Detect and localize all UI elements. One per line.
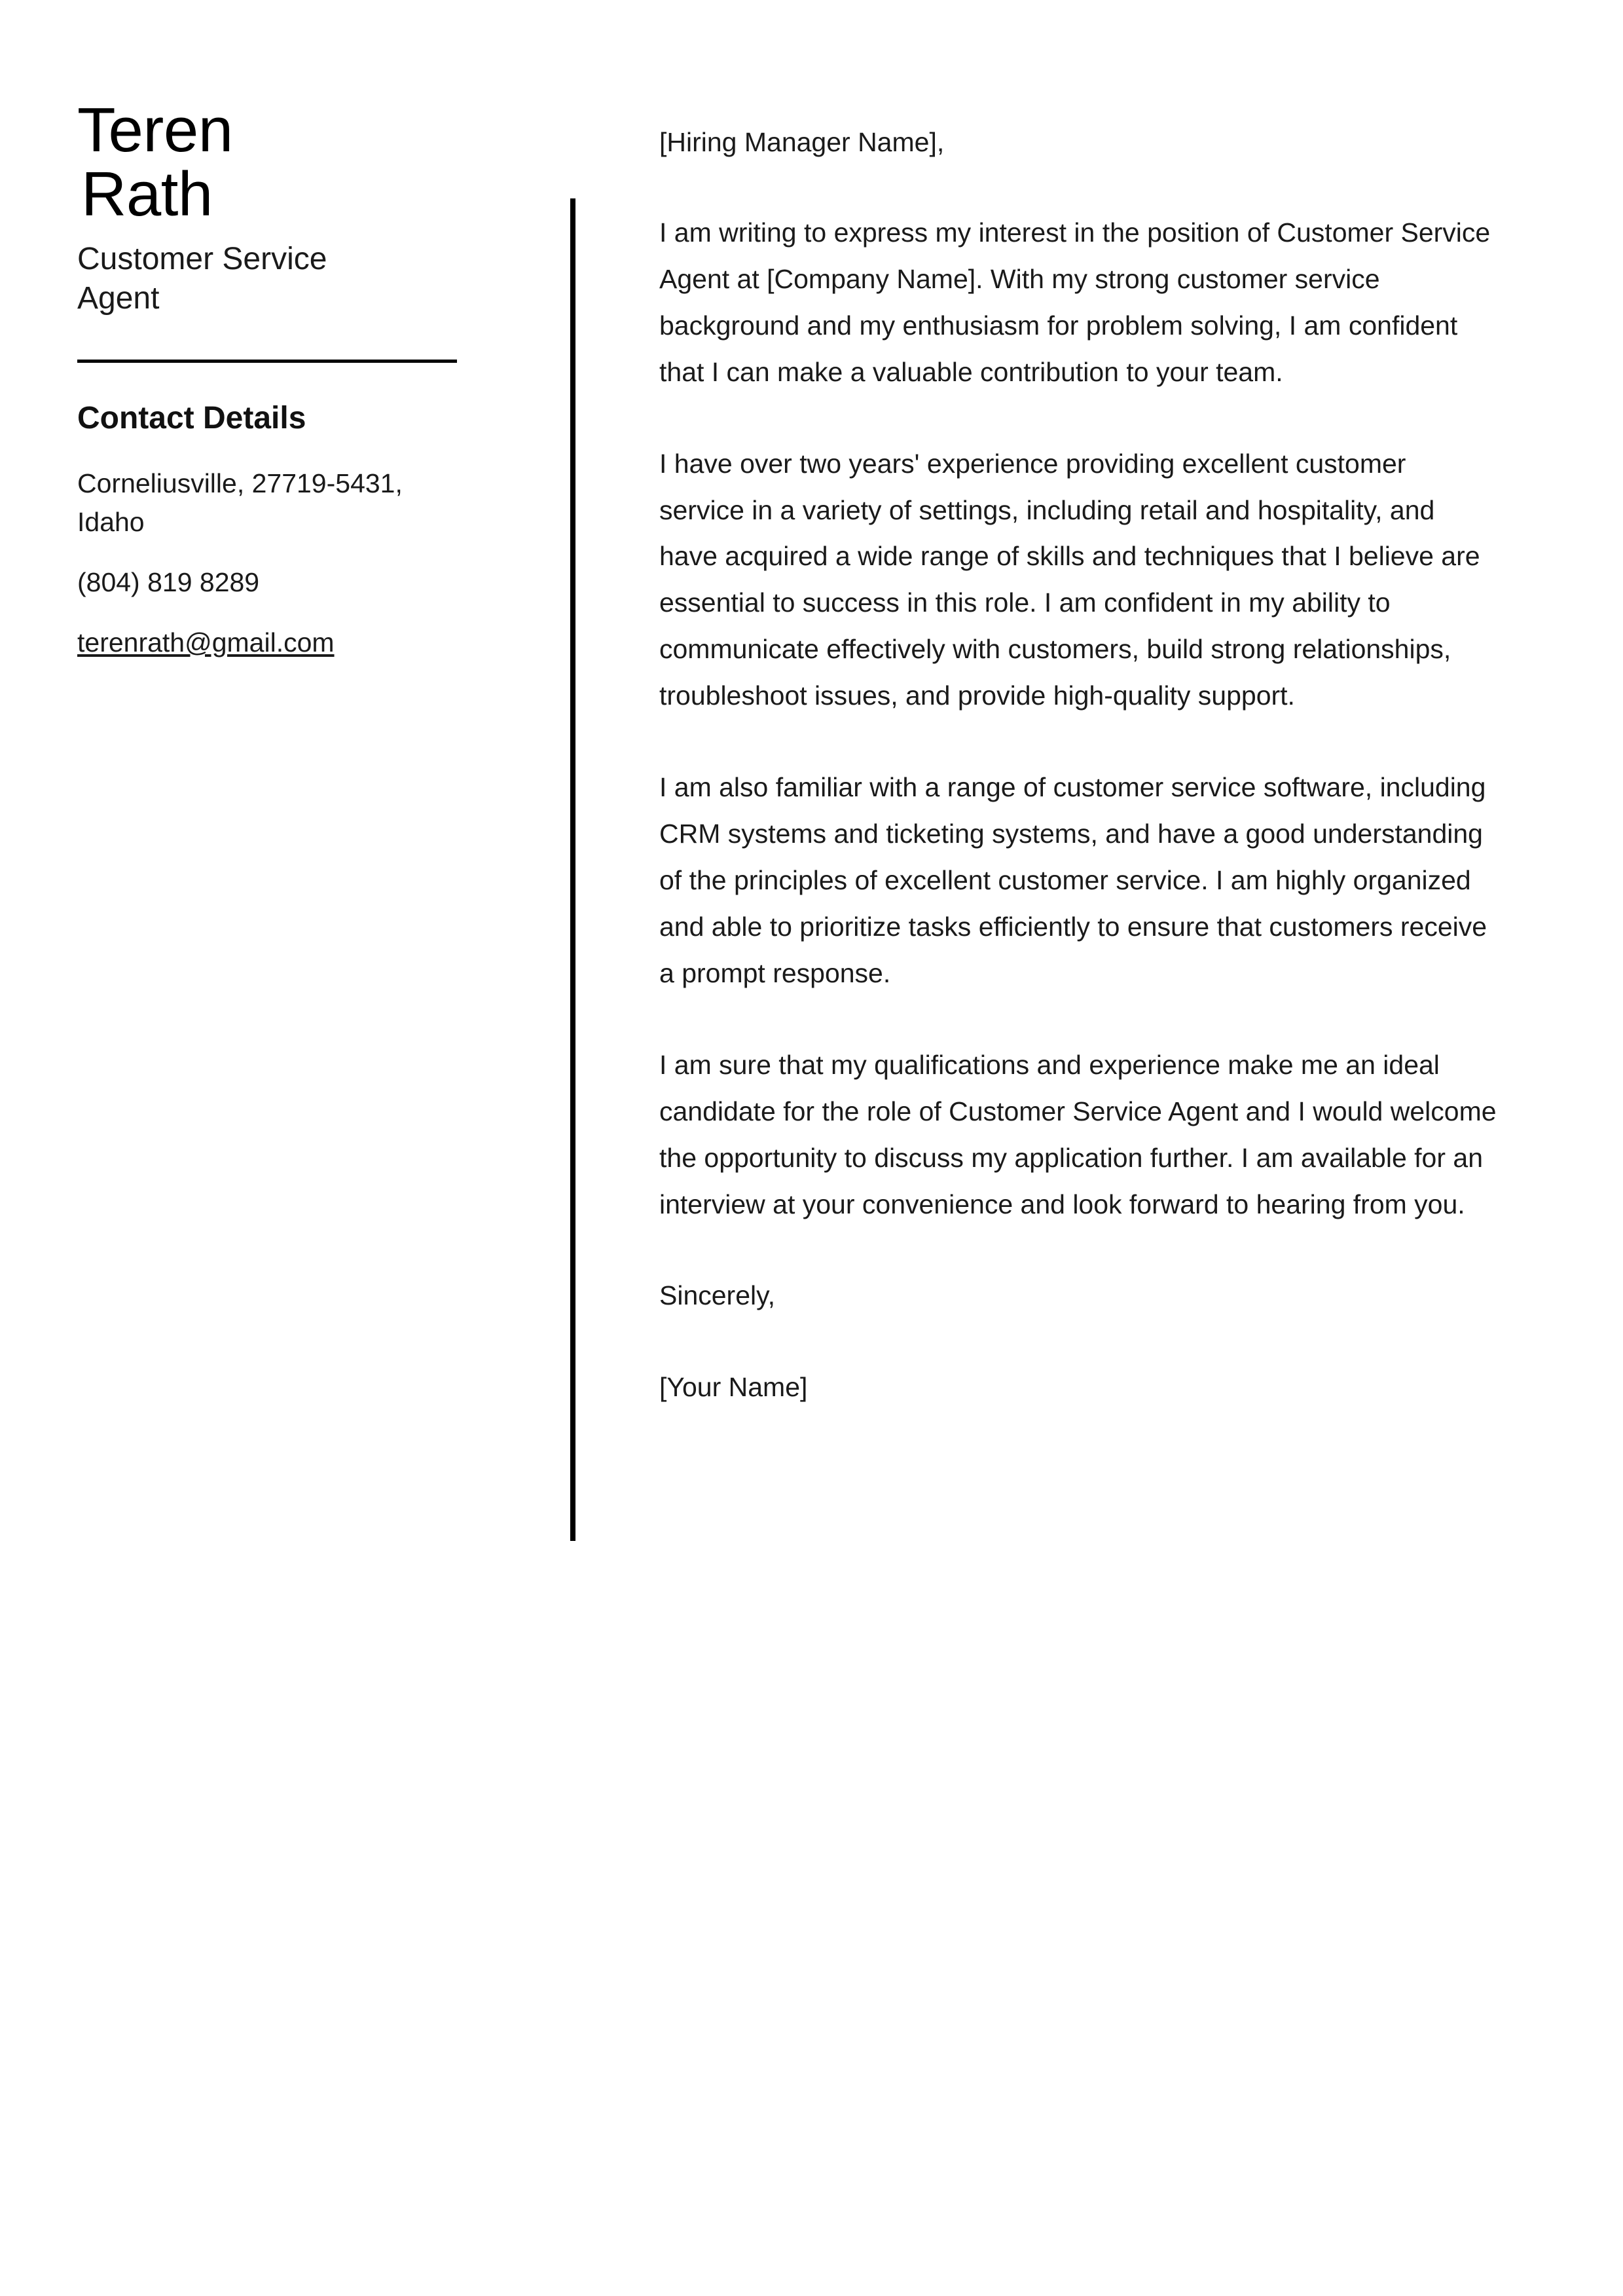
letter-body [659,119,1497,1411]
letter-paragraph-4: I am sure that my qualifications and experience make me an ideal candidate for the role of Customer Service Agent and I would welcome the opportunity to discuss my application further. I am available for an interview at your convenience and look forward to hearing from you. [659,1049,1497,1219]
contact-phone[interactable]: (804) 819 8289 [77,566,260,597]
letter-signature: [Your Name] [659,1372,808,1403]
spacer [659,1227,1497,1272]
spacer [659,997,1497,1042]
letter-paragraph-1: I am writing to express my interest in the position of Customer Service Agent at [Company Name]. With my strong customer service background and my enthusiasm for problem solving, I am confident that I can make a valuable contribution to your team. [659,217,1491,387]
contact-email-link[interactable]: terenrath@gmail.com [77,627,335,657]
left-sidebar [77,95,496,684]
contact-details-list [77,464,496,684]
spacer [659,719,1497,764]
header-divider-rule [77,360,457,363]
first-name: Teren [77,95,233,165]
last-name: Rath [81,158,213,229]
candidate-name [77,95,496,229]
letter-closing: Sincerely, [659,1280,775,1311]
letter-paragraph-3: I am also familiar with a range of customer service software, including CRM systems and ticketing systems, and have a good understanding of the principles of excellent customer service. I am highly organized and able to prioritize tasks efficiently to ensure that customers receive a prompt response. [659,772,1487,988]
spacer [659,1319,1497,1364]
letter-paragraph-2: I have over two years' experience providing excellent customer service in a variety of settings, including retail and hospitality, and have acquired a wide range of skills and techniques that I believe are essential to success in this role. I am confident in my ability to communicate effectively with customers, build strong relationships, troubleshoot issues, and provide high-quality support. [659,448,1480,711]
job-title: Customer Service Agent [77,241,327,316]
spacer [659,396,1497,441]
spacer [659,166,1497,210]
letter-salutation: [Hiring Manager Name], [659,127,945,157]
column-divider [570,198,575,1541]
contact-details-heading: Contact Details [77,400,306,435]
contact-address: Corneliusville, 27719-5431, Idaho [77,468,403,537]
